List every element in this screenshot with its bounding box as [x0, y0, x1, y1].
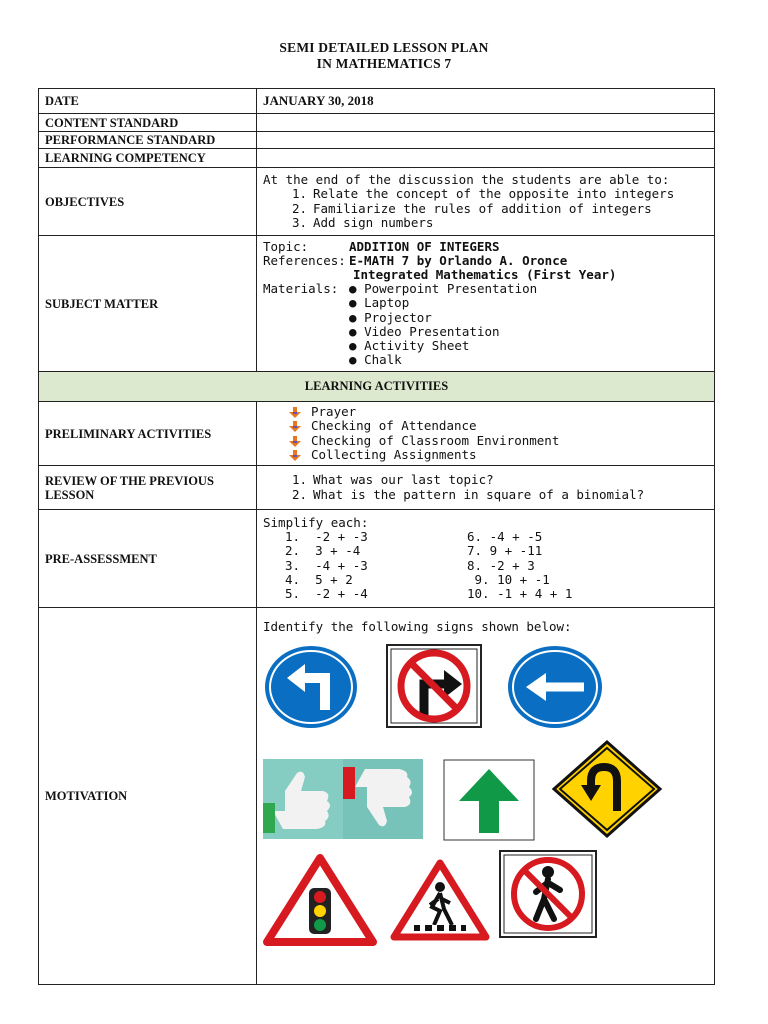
subject-matter-label: SUBJECT MATTER	[39, 236, 257, 372]
list-item: 1. What was our last topic?	[291, 472, 494, 488]
turn-left-sign-icon	[263, 644, 359, 730]
review-list	[263, 473, 708, 501]
list-item: ● Projector	[349, 309, 432, 325]
no-right-turn-sign-icon	[386, 644, 482, 728]
left-arrow-sign-icon	[506, 644, 604, 730]
list-item: 10. -1 + 4 + 1	[467, 585, 573, 601]
performance-standard-label: PERFORMANCE STANDARD	[39, 132, 257, 149]
arrow-bullet-icon	[289, 421, 301, 432]
performance-standard-value	[257, 132, 715, 149]
reference-1: E-MATH 7 by Orlando A. Oronce	[349, 252, 568, 268]
list-item: Checking of Classroom Environment	[263, 434, 708, 448]
list-item: ● Laptop	[349, 295, 410, 311]
pre-assessment-intro: Simplify each:	[263, 514, 369, 530]
row-motivation	[39, 608, 715, 985]
objectives-label: OBJECTIVES	[39, 168, 257, 236]
preliminary-cell	[257, 402, 715, 466]
lesson-plan-table	[38, 88, 715, 985]
list-item: ● Video Presentation	[349, 323, 500, 339]
topic-value: ADDITION OF INTEGERS	[349, 238, 500, 254]
subject-matter-cell: Topic: ADDITION OF INTEGERS References: E-MATH 7 by Orlando A. Oronce Integrated Mathematics (First Year) Materials: ● Powerpoint Presentation ● Laptop ● Projector ● Video Presentation ● Activity Sheet ● Chalk	[257, 236, 715, 372]
list-item: ● Chalk	[349, 352, 402, 368]
date-value: JANUARY 30, 2018	[257, 89, 715, 114]
list-item: 6. -4 + -5	[467, 529, 543, 545]
preliminary-label: PRELIMINARY ACTIVITIES	[39, 402, 257, 466]
u-turn-warning-sign-icon	[551, 739, 663, 839]
objectives-list	[263, 187, 708, 230]
list-item: 7. 9 + -11	[467, 543, 543, 559]
arrow-bullet-icon	[289, 450, 301, 461]
row-objectives	[39, 168, 715, 236]
learning-competency-value	[257, 149, 715, 168]
traffic-light-warning-sign-icon	[263, 854, 377, 946]
motivation-intro: Identify the following signs shown below:	[263, 619, 572, 634]
up-arrow-sign-icon	[443, 759, 535, 841]
references-key: References:	[263, 252, 346, 268]
list-item: Collecting Assignments	[263, 448, 708, 462]
learning-activities-header: LEARNING ACTIVITIES	[39, 372, 715, 402]
list-item: 3. Add sign numbers	[291, 214, 434, 230]
list-item: 5. -2 + -4	[285, 585, 368, 601]
review-label: REVIEW OF THE PREVIOUS LESSON	[39, 466, 257, 510]
list-item: 8. -2 + 3	[467, 557, 535, 573]
motivation-cell	[257, 608, 715, 985]
pre-assessment-cell	[257, 510, 715, 608]
topic-key: Topic:	[263, 238, 309, 254]
arrow-bullet-icon	[289, 407, 301, 418]
motivation-label: MOTIVATION	[39, 608, 257, 985]
objectives-intro: At the end of the discussion the students are able to:	[263, 172, 670, 188]
signs-area	[263, 634, 708, 984]
row-performance-standard	[39, 132, 715, 149]
preliminary-list	[263, 405, 708, 462]
no-pedestrians-sign-icon	[499, 850, 597, 938]
row-review	[39, 466, 715, 510]
review-cell	[257, 466, 715, 510]
list-item: 2. Familiarize the rules of addition of integers	[291, 200, 652, 216]
list-item: ● Activity Sheet	[349, 338, 470, 353]
date-label: DATE	[39, 89, 257, 114]
materials-key: Materials:	[263, 281, 339, 297]
materials-list	[263, 296, 708, 367]
row-pre-assessment	[39, 510, 715, 608]
list-item: 2. 3 + -4	[285, 543, 361, 559]
material-item: Powerpoint Presentation	[364, 281, 538, 297]
reference-2: Integrated Mathematics (First Year)	[353, 266, 617, 282]
arrow-bullet-icon	[289, 436, 301, 447]
content-standard-value	[257, 114, 715, 132]
learning-competency-label: LEARNING COMPETENCY	[39, 149, 257, 168]
list-item: 1. Relate the concept of the opposite into integers	[291, 186, 675, 202]
thumbs-up-down-icon	[263, 759, 423, 839]
doc-title-line1: SEMI DETAILED LESSON PLAN	[279, 40, 489, 55]
pedestrian-crossing-warning-sign-icon	[390, 859, 490, 941]
row-content-standard	[39, 114, 715, 132]
doc-title-line2: IN MATHEMATICS 7	[316, 56, 452, 71]
row-learning-competency	[39, 149, 715, 168]
list-item: 9. 10 + -1	[467, 571, 550, 587]
row-preliminary	[39, 402, 715, 466]
row-subject-matter	[39, 236, 715, 372]
objectives-cell	[257, 168, 715, 236]
list-item: Checking of Attendance	[263, 419, 708, 433]
list-item: 2. What is the pattern in square of a binomial?	[291, 486, 645, 502]
list-item: 3. -4 + -3	[285, 557, 368, 573]
list-item: 4. 5 + 2	[285, 571, 353, 587]
row-learning-activities	[39, 372, 715, 402]
pre-assessment-label: PRE-ASSESSMENT	[39, 510, 257, 608]
list-item: Prayer	[263, 405, 708, 419]
content-standard-label: CONTENT STANDARD	[39, 114, 257, 132]
list-item: 1. -2 + -3	[285, 529, 368, 545]
row-date	[39, 89, 715, 114]
pre-assessment-items	[263, 530, 708, 601]
